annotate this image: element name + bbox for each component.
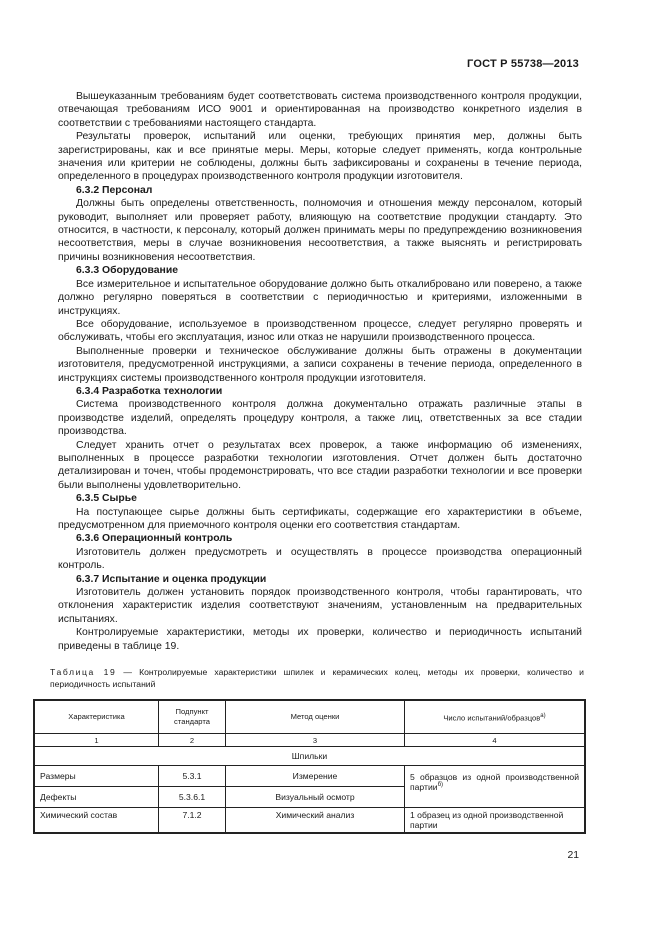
paragraph: На поступающее сырье должны быть сертификаты, содержащие его характеристики в объеме, предусмотренном для приемочного контроля оценки его соответствия стандартам. <box>58 506 582 531</box>
column-number: 3 <box>226 734 405 747</box>
section-heading: 6.3.2 Персонал <box>76 184 153 196</box>
table-cell: Размеры <box>34 766 159 787</box>
footnote-mark: б) <box>437 782 443 789</box>
table-cell: Химический состав <box>34 808 159 834</box>
table-cell: 5 образцов из одной производственной партии$^{б)}$ <box>405 766 586 808</box>
paragraph: Изготовитель должен предусмотреть и осуществлять в процессе производства операционный контроль. <box>58 546 582 572</box>
table-cell: Дефекты <box>34 787 159 808</box>
table-cell: Измерение <box>226 766 405 787</box>
paragraph: Должны быть определены ответственность, полномочия и отношения между персоналом, который руководит, выполняет или проверяет работу, влияющую на соответствие продукции стандарту. Это относится, в частности, к персоналу, который должен принимать меры по предупреждению возникновения несоответствия, меры в случае возникновения несоответствия, а также выяснять и регистрировать причины возникновения несоответствия. <box>58 198 582 263</box>
paragraph: Результаты проверок, испытаний или оценки, требующих принятия мер, должны быть зарегистрированы, как и все принятые меры. Меры, которые следует применять, когда контрольные значения или критерии не соблюдены, должны быть зафиксированы и сохранены в течение периода, определенного в процедурах производственного контроля продукции изготовителя. <box>58 131 582 183</box>
table-cell: 1 образец из одной производственной партии <box>405 808 586 834</box>
column-header: Метод оценки <box>226 700 405 734</box>
section-heading: 6.3.3 Оборудование <box>76 265 178 277</box>
page-number: 21 <box>567 850 579 861</box>
table-caption-label: Таблица 19 <box>50 667 117 677</box>
table-19 <box>33 699 586 834</box>
table-caption-text: — Контролируемые характеристики шпилек и керамических колец, методы их проверки, количество и периодичность испытаний <box>50 667 584 689</box>
table-cell: 5.3.6.1 <box>159 787 226 808</box>
section-heading: 6.3.4 Разработка технологии <box>76 385 223 397</box>
document-code: ГОСТ Р 55738—2013 <box>467 58 579 70</box>
column-number: 1 <box>34 734 159 747</box>
column-header: Число испытаний/образцов$^{а)}$ <box>405 700 586 734</box>
section-row: Шпильки <box>34 747 585 766</box>
paragraph: Все измерительное и испытательное оборудование должно быть откалибровано или поверено, а также должно регулярно поверяться в соответствии с периодичностью и критериями, изложенными в инструкциях. <box>58 278 582 317</box>
table-caption <box>50 666 584 690</box>
paragraph: Все оборудование, используемое в производственном процессе, следует регулярно проверять и обслуживать, чтобы его эксплуатация, износ или отказ не нарушили производственного процесса. <box>58 318 582 344</box>
body-text <box>58 90 582 653</box>
column-number: 4 <box>405 734 586 747</box>
paragraph: Контролируемые характеристики, методы их проверки, количество и периодичность испытаний приведены в таблице 19. <box>58 627 582 652</box>
section-heading: 6.3.6 Операционный контроль <box>76 533 233 545</box>
table-row <box>34 766 585 787</box>
paragraph: Изготовитель должен установить порядок производственного контроля, чтобы гарантировать, что отклонения характеристик изделия соответствуют значениям, установленным на предварительных испытаниях. <box>58 587 582 625</box>
column-header: Характеристика <box>34 700 159 734</box>
paragraph: Система производственного контроля должна документально отражать различные этапы в производстве изделий, определять процедуру контроля, а также лиц, ответственных за все стадии производства. <box>58 399 582 438</box>
column-number: 2 <box>159 734 226 747</box>
table-cell: 5.3.1 <box>159 766 226 787</box>
paragraph: Следует хранить отчет о результатах всех проверок, а также информацию об изменениях, выполненных в процессе разработки технологии изготовления. Отчет должен быть достаточно детализирован и точен, чтобы продемонстрировать, что все стадии разработки технологии и все проверки были выполнены удовлетворительно. <box>58 439 582 491</box>
column-header: Подпункт стандарта <box>159 700 226 734</box>
footnote-mark: а) <box>540 712 546 719</box>
section-heading: 6.3.7 Испытание и оценка продукции <box>76 573 267 585</box>
paragraph: Вышеуказанным требованиям будет соответствовать система производственного контроля продукции, отвечающая требованиям ИСО 9001 и ориентированная на производство конкретного изделия в соответствии с требованиями настоящего стандарта. <box>58 91 582 129</box>
table-row <box>34 808 585 834</box>
table-cell: 7.1.2 <box>159 808 226 834</box>
section-heading: 6.3.5 Сырье <box>76 493 137 505</box>
paragraph: Выполненные проверки и техническое обслуживание должны быть отражены в документации изготовителя, предусмотренной инструкциями, а записи сохранены в течение периода, определенного в инструкциях системы производственного контроля продукции изготовителя. <box>58 345 582 384</box>
table-cell: Химический анализ <box>226 808 405 834</box>
table-cell: Визуальный осмотр <box>226 787 405 808</box>
